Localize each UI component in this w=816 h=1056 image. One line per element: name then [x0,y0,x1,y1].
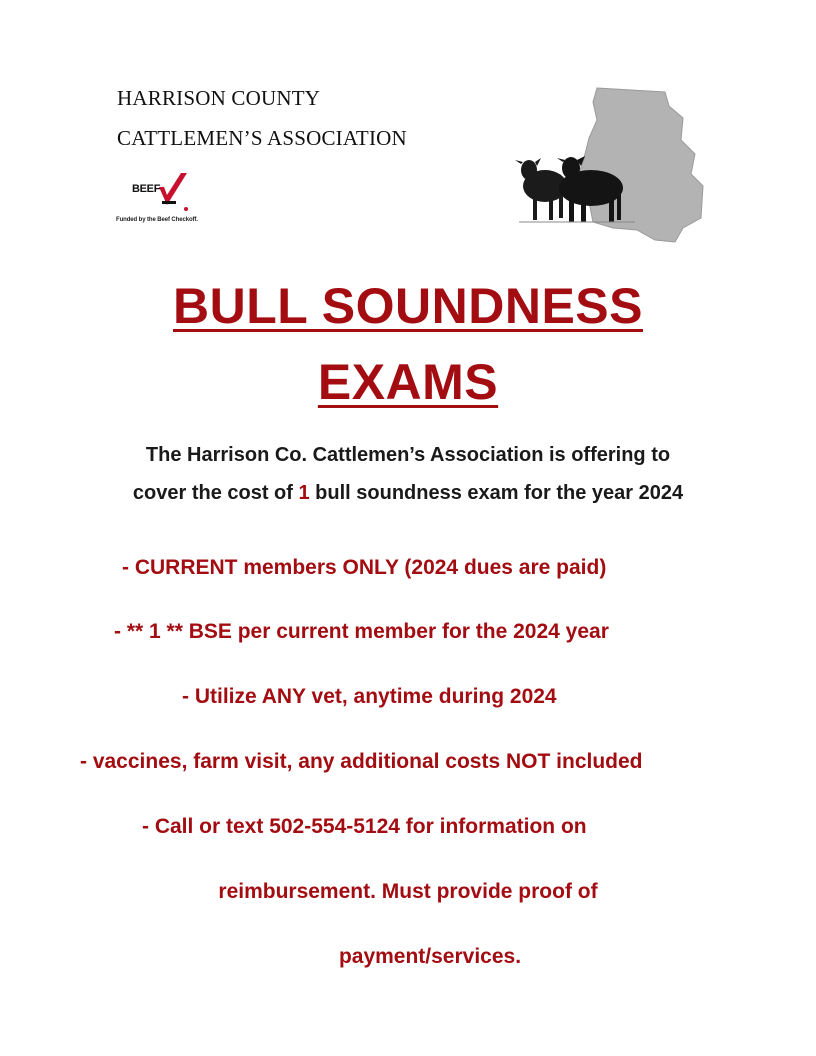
beef-tagline: Funded by the Beef Checkoff. [116,217,198,223]
bullet-any-vet: - Utilize ANY vet, anytime during 2024 [182,685,557,708]
county-map-shape [575,88,703,242]
bullet-call-or-text: - Call or text 502-554-5124 for information on [142,815,587,838]
bullet-call-continuation-1: reimbursement. Must provide proof of [218,880,598,903]
county-map-with-cattle-image [505,82,710,252]
intro-line2 [0,482,816,505]
intro-line2-pre: cover the cost of [132,482,299,504]
bullet-call-continuation-2: payment/services. [338,945,522,968]
bullet-one-bse: - ** 1 ** BSE per current member for the 2024 year [114,620,609,643]
title-line2: EXAMS [317,354,499,410]
intro-line1: The Harrison Co. Cattlemen’s Association is offering to [145,444,671,466]
org-name-line1: HARRISON COUNTY [117,86,321,110]
title-line1: BULL SOUNDNESS [172,278,643,334]
bullet-costs-not-included: - vaccines, farm visit, any additional costs NOT included [80,750,643,773]
org-name-line2: CATTLEMEN’S ASSOCIATION [117,126,407,150]
beef-checkoff-logo [116,171,216,227]
bullet-current-members: - CURRENT members ONLY (2024 dues are paid) [122,556,607,579]
intro-line2-post: bull soundness exam for the year 2024 [309,482,684,504]
beef-logo-text: BEEF [132,183,161,195]
intro-line2-number: 1 [298,482,310,504]
